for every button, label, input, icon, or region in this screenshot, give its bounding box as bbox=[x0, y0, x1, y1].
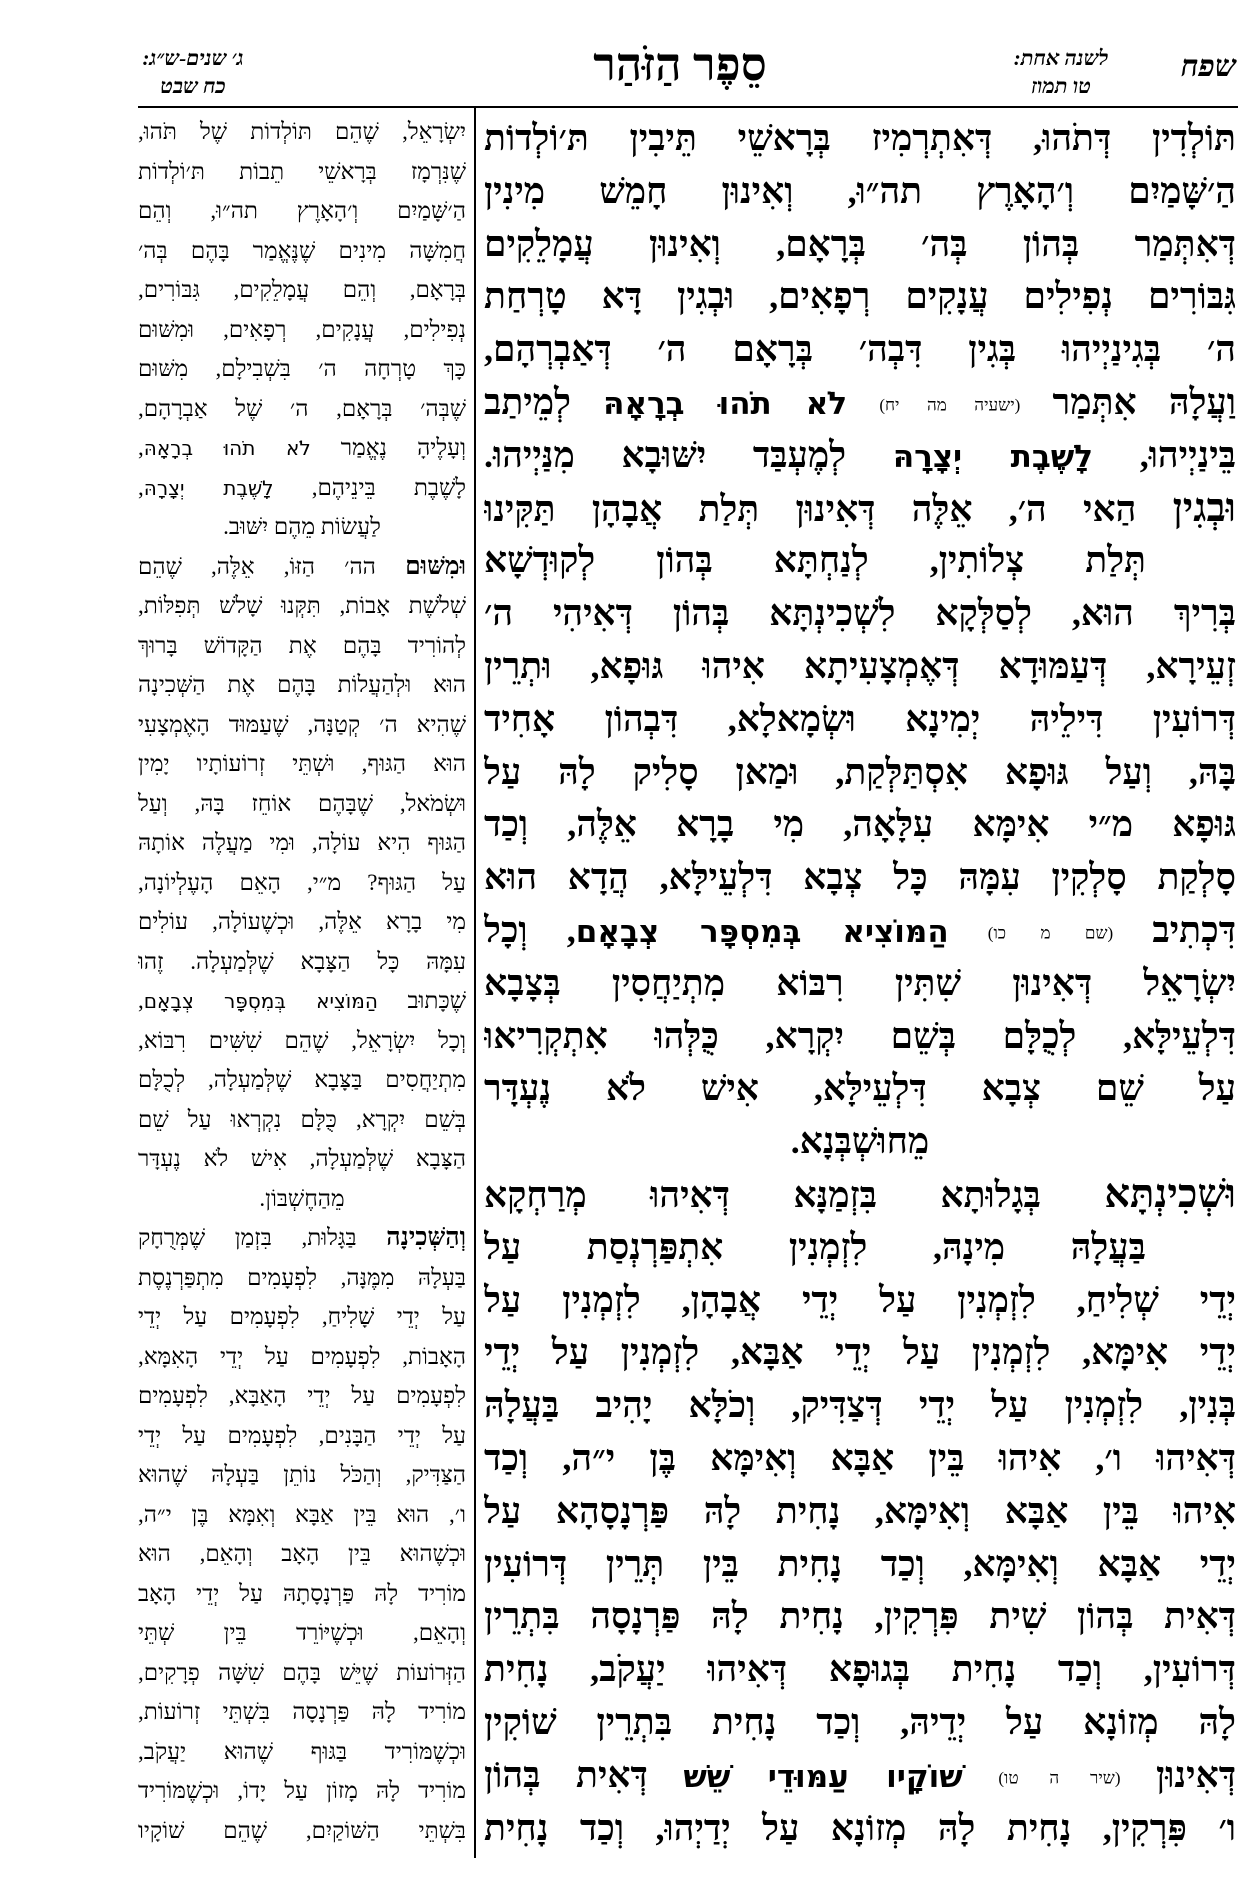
translation-line bbox=[138, 1771, 466, 1811]
text-line bbox=[484, 1485, 1236, 1538]
line-text: וּכְשֶׁמּוֹרִיד בַּגּוּף שֶׁהוּא יַעֲקֹב, bbox=[138, 1738, 466, 1764]
text-line bbox=[484, 1221, 1236, 1274]
text-line bbox=[484, 1115, 1236, 1168]
text-line bbox=[484, 534, 1236, 587]
line-text: לִפְעָמִים עַל יְדֵי הָאַבָּא, לִפְעָמִים bbox=[138, 1383, 466, 1408]
line-text: לַעֲשׂוֹת מֵהֶם יִשּׁוּב. bbox=[223, 514, 381, 539]
translation-line bbox=[138, 1060, 466, 1100]
translation-line bbox=[138, 1416, 466, 1456]
line-text: דְּאִתְּמַר בְּהוֹן בְּה׳ בְּרָאָם, וְאִינוּן עֲמָלֵקִים bbox=[484, 223, 1236, 264]
scripture-quote: לָשֶׁבֶת יְצָרָהּ bbox=[892, 438, 1093, 475]
line-text: ו׳ פִּרְקִין, נָחִית לָהּ מְזוֹנָא עַל יְדַיְהוּ, וְכַד נָחִית bbox=[484, 1807, 1236, 1848]
line-text: לְמֵיתַב bbox=[484, 381, 604, 422]
text-line bbox=[484, 165, 1236, 218]
column-divider bbox=[474, 106, 476, 1858]
line-text: סָלְקַת סָלְקִין עִמָּהּ כָּל צְבָא דִּלְעֵילָּא, הֲדָא הוּא bbox=[484, 857, 1236, 898]
translation-line bbox=[138, 1613, 466, 1653]
translation-line bbox=[138, 1218, 466, 1258]
line-text: דִּכְתִיב bbox=[1113, 909, 1236, 950]
scripture-quote: שׁוֹקָיו עַמּוּדֵי שֵׁשׁ bbox=[683, 1758, 963, 1795]
line-text: יְדֵי אַבָּא וְאִימָּא, וְכַד נָחִית בֵּין תְּרֵין דְּרוֹעִין bbox=[484, 1543, 1236, 1584]
study-date-three-years: כח שבט bbox=[160, 74, 226, 98]
text-line bbox=[484, 429, 1236, 482]
line-text: וְעָלֶיהָ נֶאֱמַר bbox=[310, 435, 466, 460]
translation-line bbox=[138, 586, 466, 626]
text-line bbox=[484, 1062, 1236, 1115]
scripture-quote: לֹא תֹהוּ בְרָאָהּ bbox=[143, 436, 311, 460]
line-text: מוֹרִיד לָהּ מָזוֹן עַל יָדוֹ, וּכְשֶׁמּוֹרִיד bbox=[138, 1778, 466, 1803]
text-line bbox=[484, 957, 1236, 1010]
line-text: בַּעֲלָהּ מִינָהּ, לִזְמְנִין אִתְפַּרְנְסַת עַל bbox=[484, 1226, 1146, 1267]
line-text bbox=[847, 382, 879, 422]
line-text: בַּעְלָהּ מִמֶּנָּה, לִפְעָמִים מִתְפַּרְנֶסֶת bbox=[138, 1264, 466, 1290]
text-line bbox=[484, 1432, 1236, 1485]
translation-line bbox=[138, 1653, 466, 1693]
line-text: שֶׁכָּתוּב bbox=[377, 988, 466, 1013]
translation-line bbox=[138, 389, 466, 429]
line-text: שֶׁהִיא ה׳ קְטַנָּה, שֶׁעַמּוּד הָאֶמְצָעִי bbox=[138, 711, 466, 737]
translation-line bbox=[138, 1258, 466, 1298]
translation-line bbox=[138, 191, 466, 231]
text-line bbox=[484, 1274, 1236, 1327]
text-line bbox=[484, 218, 1236, 271]
line-text: נְפִילִים, עֲנָקִים, רְפָאִים, וּמִשּׁוּם bbox=[138, 316, 466, 342]
line-text: , bbox=[138, 474, 144, 500]
line-text: זְעֵירָא, דְּעַמּוּדָא דְּאֶמְצָעִיתָא אִיהוּ גּוּפָא, וּתְרֵין bbox=[484, 645, 1236, 686]
source-reference: (שם מ כו) bbox=[987, 923, 1114, 943]
translation-line bbox=[138, 863, 466, 903]
line-text: הַצַּדִּיק, וְהַכֹּל נוֹתֵן בַּעְלָהּ שֶׁהוּא bbox=[138, 1462, 466, 1487]
translation-line bbox=[138, 705, 466, 745]
line-text: בְּרִיךְ הוּא, לְסַלְּקָא לִשְׁכִינְתָּא בְּהוֹן דְּאִיהִי ה׳ bbox=[484, 593, 1236, 634]
paragraph-lead-word: וּמִשּׁוּם bbox=[405, 552, 466, 580]
paragraph-lead-word: וּבְגִין bbox=[1172, 484, 1236, 530]
line-text: מֵהַחֶשְׁבּוֹן. bbox=[259, 1185, 345, 1211]
line-text: וַעֲלָהּ אִתְּמַר bbox=[1020, 381, 1236, 422]
line-text: עַל יְדֵי שָׁלִיחַ, לִפְעָמִים עַל יְדֵי bbox=[138, 1304, 466, 1329]
text-line bbox=[484, 1696, 1236, 1749]
translation-line bbox=[138, 1732, 466, 1772]
translation-line bbox=[138, 112, 466, 152]
text-line bbox=[484, 1168, 1236, 1221]
translation-line bbox=[138, 507, 466, 547]
translation-line bbox=[138, 1534, 466, 1574]
line-text: וְהָאֵם, וּכְשֶׁיּוֹרֵד בֵּין שְׁתֵּי bbox=[138, 1620, 466, 1645]
translation-line bbox=[138, 942, 466, 982]
line-text: בַּגָּלוּת, בִּזְמַן שֶׁמְּרֻחָק bbox=[138, 1225, 387, 1250]
line-text: בְּנִין, לִזְמְנִין עַל יְדֵי דְּצַדִּיק, וְכֹלָּא יָהִיב בַּעֲלָהּ bbox=[484, 1385, 1236, 1426]
text-line bbox=[484, 1326, 1236, 1379]
translation-line bbox=[138, 744, 466, 784]
line-text: גִּבּוֹרִים נְפִילִים עֲנָקִים רְפָאִים, וּבְגִין דָּא טָרְחַת bbox=[484, 276, 1236, 317]
line-text: יְדֵי שְׁלִיחַ, לִזְמְנִין עַל יְדֵי אֲבָהָן, לִזְמְנִין עַל bbox=[484, 1279, 1236, 1320]
scripture-quote: הַמּוֹצִיא בְּמִסְפָּר צְבָאָם bbox=[575, 913, 949, 950]
line-text: דְּרוֹעִין, וְכַד נָחִית בְּגוּפָא דְּאִיהוּ יַעֲקֹב, נָחִית bbox=[484, 1649, 1236, 1690]
translation-line bbox=[138, 1376, 466, 1416]
translation-line bbox=[138, 231, 466, 271]
text-line bbox=[484, 693, 1236, 746]
page-number: שפח bbox=[1180, 50, 1236, 83]
study-date-one-year: טו תמוז bbox=[1031, 74, 1091, 98]
line-text: שֶׁבְּה׳ בְּרָאָם, ה׳ שֶׁל אַבְרָהָם, bbox=[138, 395, 466, 421]
line-text: הַ׳שָּׁמַיִם וְ׳הָאָרֶץ תה״וּ, וְאִינוּן חָמֵשׁ מִינִין bbox=[484, 170, 1236, 211]
line-text: מוֹרִיד לָהּ פַּרְנָסָה בִּשְׁתֵּי זְרוֹעוֹת, bbox=[138, 1699, 466, 1724]
text-line bbox=[484, 1379, 1236, 1432]
translation-line bbox=[138, 1455, 466, 1495]
line-text: הַ׳שָּׁמַיִם וְ׳הָאָרֶץ תה״וּ, וְהֵם bbox=[138, 198, 466, 223]
translation-line bbox=[138, 1179, 466, 1219]
study-cycle-label-three-years: ג׳ שנים-ש״ג: bbox=[142, 46, 244, 70]
text-line bbox=[484, 587, 1236, 640]
translation-line bbox=[138, 468, 466, 508]
line-text: הה׳ הַזּוֹ, אֵלֶּה, שֶׁהֵם bbox=[138, 553, 406, 579]
translation-line bbox=[138, 1574, 466, 1614]
paragraph-lead-word: וְהַשְּׁכִינָה bbox=[386, 1224, 466, 1251]
translation-line bbox=[138, 1021, 466, 1061]
source-reference: (ישעיה מה יח) bbox=[879, 395, 1021, 415]
text-line bbox=[484, 482, 1236, 535]
line-text: הוּא וּלְהַעֲלוֹת בָּהֶם אֶת הַשְּׁכִינָה bbox=[138, 672, 466, 697]
line-text: הוּא הַגּוּף, וּשְׁתֵּי זְרוֹעוֹתָיו יָמִין bbox=[138, 751, 466, 776]
line-text: וְכָל יִשְׂרָאֵל, שֶׁהֵם שִׁשִּׁים רִבּוֹא, bbox=[138, 1027, 466, 1053]
text-line bbox=[484, 1643, 1236, 1696]
translation-line bbox=[138, 1139, 466, 1179]
translation-line bbox=[138, 981, 466, 1021]
text-line bbox=[484, 270, 1236, 323]
line-text: בָּהּ, וְעַל גּוּפָא אִסְתַּלְּקַת, וּמַאן סָלִיק לָהּ עַל bbox=[484, 751, 1236, 792]
line-text: הַאי ה׳, אֵלֶּה דְּאִינוּן תְּלַת אֲבָהָן תַּקִּינוּ bbox=[484, 488, 1173, 529]
line-text: אִיהוּ בֵּין אַבָּא וְאִימָּא, נָחִית לָהּ פַּרְנָסָהָא עַל bbox=[484, 1490, 1236, 1531]
translation-line bbox=[138, 349, 466, 389]
translation-line bbox=[138, 1337, 466, 1377]
translation-line bbox=[138, 1811, 466, 1851]
line-text: עַל יְדֵי הַבָּנִים, לִפְעָמִים עַל יְדֵי bbox=[138, 1422, 466, 1448]
line-text: לְהוֹרִיד בָּהֶם אֶת הַקָּדוֹשׁ בָּרוּךְ bbox=[138, 632, 466, 658]
line-text: מֵחוּשְׁבְּנָא. bbox=[790, 1121, 930, 1162]
translation-line bbox=[138, 270, 466, 310]
line-text: הַזְּרוֹעוֹת שֶׁיֵּשׁ בָּהֶם שִׁשָּׁה פְרָקִים, bbox=[138, 1659, 466, 1685]
line-text: , bbox=[138, 988, 144, 1013]
text-line bbox=[484, 323, 1236, 376]
line-text: לְמֶעְבַּד יִשּׁוּבָא מִנַּיְיהוּ. bbox=[484, 434, 893, 475]
line-text: , bbox=[138, 435, 144, 460]
text-line bbox=[484, 1802, 1236, 1855]
text-line bbox=[484, 1538, 1236, 1591]
text-line bbox=[484, 1590, 1236, 1643]
text-line bbox=[484, 640, 1236, 693]
line-text: דְּאִיהוּ ו׳, אִיהוּ בֵּין אַבָּא וְאִימָּא בֶּן י״ה, וְכַד bbox=[484, 1437, 1236, 1478]
line-text: , וְכָל bbox=[484, 909, 576, 950]
line-text: בְּרָאָם, וְהֵם עֲמָלֵקִים, גִּבּוֹרִים, bbox=[138, 277, 466, 302]
line-text bbox=[949, 910, 988, 950]
hebrew-translation-column bbox=[138, 112, 466, 1850]
text-line bbox=[484, 1010, 1236, 1063]
line-text: לָשֶׁבֶת בֵּינֵיהֶם, bbox=[273, 474, 466, 500]
line-text: ה׳ בְּגִינַיְיהוּ בְּגִין דִּבְה׳ בְּרָאָם ה׳ דְּאַבְרְהָם, bbox=[484, 329, 1236, 370]
line-text: הַצָּבָא שֶׁלְּמַעְלָה, אִישׁ לֹא נֶעְדָּר bbox=[138, 1146, 466, 1171]
line-text: בִּשְׁתֵּי הַשּׁוֹקַיִם, שֶׁהֵם שׁוֹקָיו bbox=[138, 1817, 466, 1843]
line-text: בְּגָלוּתָא בִּזְמַנָּא דְּאִיהוּ מְרַחְקָא bbox=[484, 1174, 1105, 1215]
line-text: גּוּפָא מ״י אִימָּא עִלָּאָה, מִי בָרָא אֵלֶּה, וְכַד bbox=[484, 804, 1236, 845]
line-text: וּכְשֶׁהוּא בֵּין הָאָב וְהָאֵם, הוּא bbox=[138, 1541, 466, 1566]
line-text: דְּרוֹעִין דִּילֵיהּ יְמִינָא וּשְׂמָאלָא, דִּבְהוֹן אָחִיד bbox=[484, 698, 1236, 739]
translation-line bbox=[138, 902, 466, 942]
translation-line bbox=[138, 626, 466, 666]
translation-line bbox=[138, 784, 466, 824]
translation-line bbox=[138, 665, 466, 705]
text-line bbox=[484, 376, 1236, 429]
translation-line bbox=[138, 152, 466, 192]
translation-line bbox=[138, 823, 466, 863]
line-text: תּוֹלְדִין דְּתֹהוּ, דְּאִתְרְמִיז בְּרָאשֵׁי תֵּיבִין תּ׳וֹלְדוֹת bbox=[484, 118, 1236, 158]
text-line bbox=[484, 1749, 1236, 1802]
line-text: עַל הַגּוּף? מ״י, הָאֵם הָעֶלְיוֹנָה, bbox=[138, 869, 466, 895]
line-text bbox=[963, 1755, 999, 1795]
line-text: מִי בָרָא אֵלֶּה, וּכְשֶׁעוֹלָה, עוֹלִים bbox=[138, 909, 466, 934]
line-text: דְּאִית בְּהוֹן bbox=[484, 1754, 684, 1795]
aramaic-text-column bbox=[484, 112, 1236, 1854]
line-text: כָּךְ טָרְחָה ה׳ בִּשְׁבִילָם, מִשּׁוּם bbox=[138, 356, 466, 381]
line-text: דְּאִית בְּהוֹן שִׁית פִּרְקִין, נָחִית לָהּ פַּרְנָסָה בִּתְרֵין bbox=[484, 1596, 1236, 1637]
line-text: שֶׁנִּרְמָז בְּרָאשֵׁי תֵבוֹת תּ׳וֹלְדוֹת bbox=[138, 158, 466, 184]
line-text: יִשְׂרָאֵל, שֶׁהֵם תּוֹלְדוֹת שֶׁל תֹּהוּ, bbox=[138, 119, 466, 144]
scripture-quote: הַמּוֹצִיא בְּמִסְפָּר צְבָאָם bbox=[143, 989, 378, 1013]
translation-line bbox=[138, 428, 466, 468]
line-text: דְּאִינוּן bbox=[1120, 1754, 1236, 1795]
translation-line bbox=[138, 1495, 466, 1535]
text-line bbox=[484, 904, 1236, 957]
line-text: מוֹרִיד לָהּ פַּרְנָסָתָהּ עַל יְדֵי הָאָב bbox=[138, 1580, 466, 1606]
line-text: עַל שֵׁם צְבָא דִּלְעֵילָּא, אִישׁ לֹא נֶעְדָּר bbox=[484, 1068, 1236, 1109]
book-title: סֵפֶר הַזֹּהַר bbox=[593, 39, 767, 90]
translation-line bbox=[138, 547, 466, 587]
header-divider bbox=[138, 106, 1238, 108]
line-text: חֲמִשָּׁה מִינִים שֶׁנֶּאֱמַר בָּהֶם בְּה׳ bbox=[138, 237, 466, 263]
text-line bbox=[484, 851, 1236, 904]
line-text: שְׁלֹשֶׁת אָבוֹת, תִּקְּנוּ שָׁלֹשׁ תְּפִלּוֹת, bbox=[138, 593, 466, 618]
line-text: בְּשֵׁם יִקְרָא, כֻּלָּם נִקְרְאוּ עַל שֵׁם bbox=[138, 1106, 466, 1132]
source-reference: (שיר ה טו) bbox=[998, 1768, 1121, 1788]
translation-line bbox=[138, 1692, 466, 1732]
text-line bbox=[484, 798, 1236, 851]
translation-line bbox=[138, 1100, 466, 1140]
line-text: וּשְׂמֹאל, שֶׁבָּהֶם אוֹחֵז בָּהּ, וְעַל bbox=[138, 790, 466, 816]
scripture-quote: לֹא תֹהוּ בְרָאָהּ bbox=[603, 385, 848, 422]
scripture-quote: לָשֶׁבֶת יְצָרָהּ bbox=[143, 475, 274, 500]
line-text: מִתְיַחֲסִים בַּצָּבָא שֶׁלְּמַעְלָה, לְכֻלָּם bbox=[138, 1067, 466, 1092]
line-text: הַגּוּף הִיא עוֹלָה, וּמִי מַעֲלֶה אוֹתָהּ bbox=[138, 830, 466, 855]
line-text: בֵּינַיְיהוּ, bbox=[1093, 434, 1236, 475]
line-text: יִשְׂרָאֵל דְּאִינוּן שִׁתִּין רִבּוֹא מִתְיַחֲסִין בְּצָבָא bbox=[484, 962, 1236, 1003]
line-text: לָהּ מְזוֹנָא עַל יְדֵיהּ, וְכַד נָחִית בִּתְרֵין שׁוֹקִין bbox=[484, 1701, 1236, 1742]
paragraph-lead-word: וּשְׁכִינְתָּא bbox=[1104, 1170, 1236, 1216]
line-text: דִּלְעֵילָּא, לְכֻלָּם בְּשֵׁם יִקְרָא, כֻּלְּהוּ אִתְקְרִיאוּ bbox=[484, 1015, 1236, 1056]
study-cycle-label-one-year: לשנה אחת: bbox=[1013, 46, 1109, 70]
translation-line bbox=[138, 310, 466, 350]
line-text: תְּלַת צְלוֹתִין, לְנַחְתָּא בְּהוֹן לְקוּדְשָׁא bbox=[484, 540, 1146, 581]
translation-line bbox=[138, 1297, 466, 1337]
header-left-block bbox=[138, 44, 248, 100]
text-line bbox=[484, 112, 1236, 165]
line-text: יְדֵי אִימָּא, לִזְמְנִין עַל יְדֵי אַבָּא, לִזְמְנִין עַל יְדֵי bbox=[484, 1332, 1236, 1373]
header-right-block bbox=[1002, 44, 1120, 100]
line-text: עִמָּהּ כָּל הַצָּבָא שֶׁלְּמַעְלָה. זֶהוּ bbox=[138, 948, 466, 974]
line-text: ו׳, הוּא בֵּין אַבָּא וְאִמָּא בֶּן י״ה, bbox=[138, 1501, 466, 1527]
text-line bbox=[484, 746, 1236, 799]
line-text: הָאָבוֹת, לִפְעָמִים עַל יְדֵי הָאִמָּא, bbox=[138, 1343, 466, 1369]
